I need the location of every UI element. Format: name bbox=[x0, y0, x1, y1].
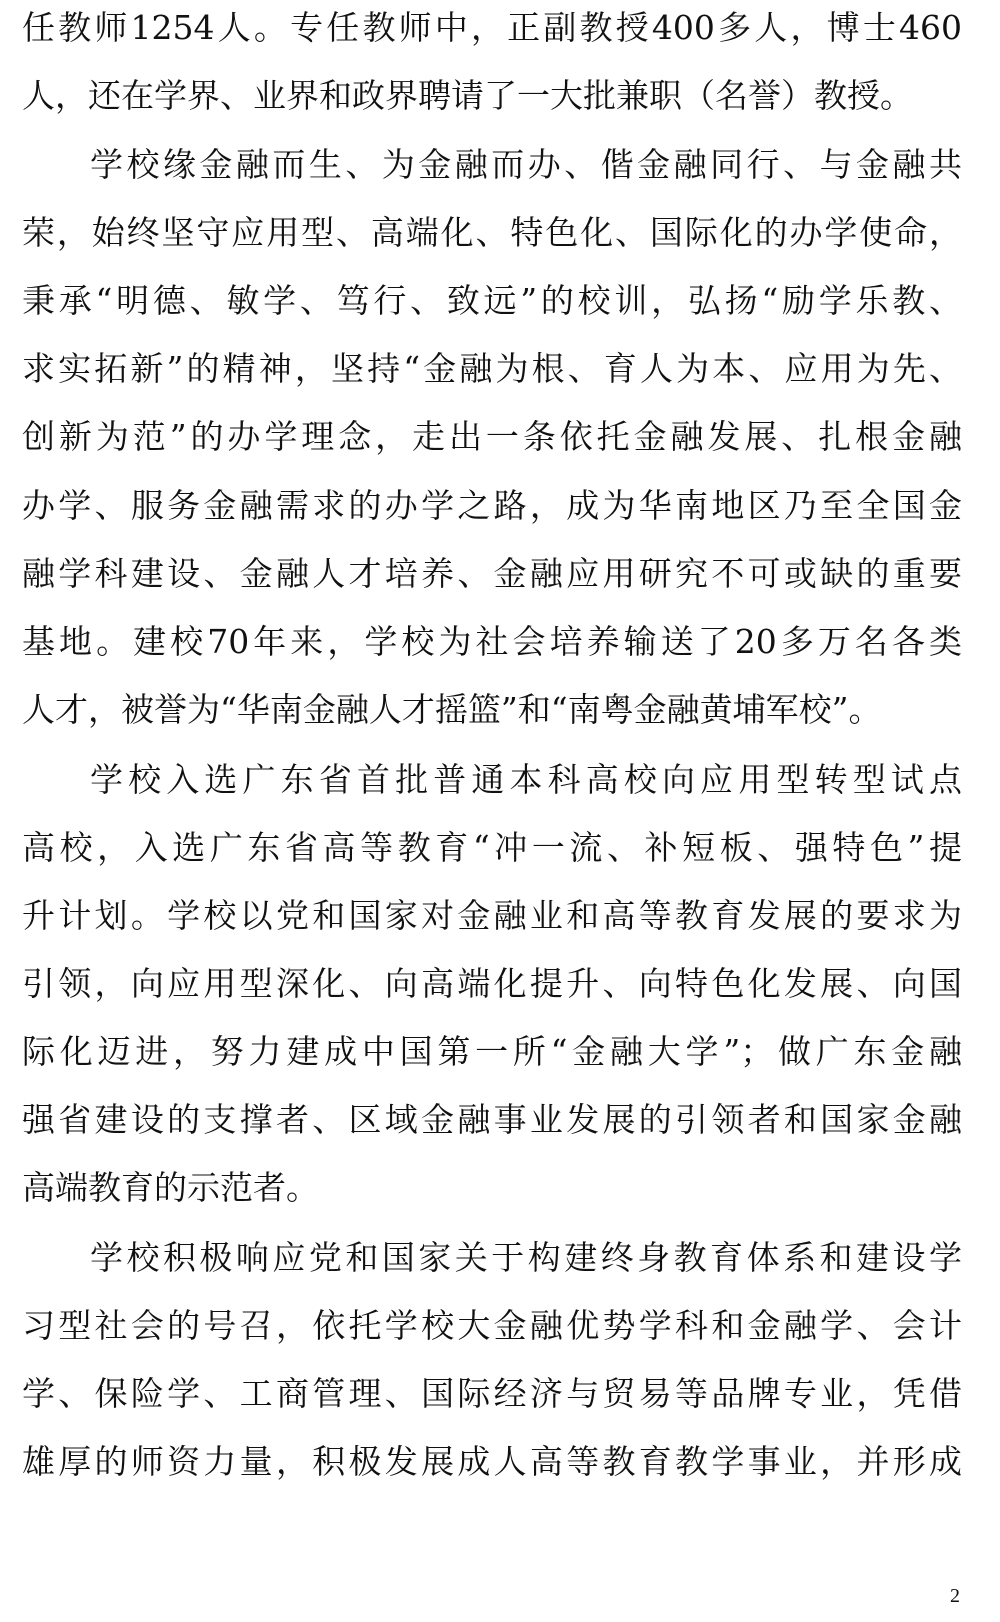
text-line: 强省建设的支撑者、区域金融事业发展的引领者和国家金融 bbox=[22, 1100, 962, 1139]
text-line: 高校，入选广东省高等教育“冲一流、补短板、强特色”提 bbox=[22, 828, 962, 867]
text-line: 人才，被誉为“华南金融人才摇篮”和“南粤金融黄埔军校”。 bbox=[22, 690, 882, 729]
text-line: 习型社会的号召，依托学校大金融优势学科和金融学、会计 bbox=[22, 1306, 962, 1345]
text-line: 人，还在学界、业界和政界聘请了一大批兼职（名誉）教授。 bbox=[22, 76, 913, 115]
text-line: 基地。建校70年来，学校为社会培养输送了20多万名各类 bbox=[22, 622, 962, 661]
text-line: 办学、服务金融需求的办学之路，成为华南地区乃至全国金 bbox=[22, 486, 962, 525]
text-line: 高端教育的示范者。 bbox=[22, 1168, 319, 1207]
text-line: 融学科建设、金融人才培养、金融应用研究不可或缺的重要 bbox=[22, 554, 962, 593]
text-line: 学、保险学、工商管理、国际经济与贸易等品牌专业，凭借 bbox=[22, 1374, 962, 1413]
text-line: 创新为范”的办学理念，走出一条依托金融发展、扎根金融 bbox=[22, 417, 962, 456]
page-number: 2 bbox=[950, 1585, 960, 1607]
text-line: 秉承“明德、敏学、笃行、致远”的校训，弘扬“励学乐教、 bbox=[22, 281, 962, 320]
text-line: 学校入选广东省首批普通本科高校向应用型转型试点 bbox=[90, 760, 962, 799]
text-line: 雄厚的师资力量，积极发展成人高等教育教学事业，并形成 bbox=[22, 1442, 962, 1481]
text-line: 升计划。学校以党和国家对金融业和高等教育发展的要求为 bbox=[22, 896, 962, 935]
text-line: 引领，向应用型深化、向高端化提升、向特色化发展、向国 bbox=[22, 964, 962, 1003]
text-line: 学校缘金融而生、为金融而办、偕金融同行、与金融共 bbox=[90, 145, 962, 184]
text-line: 际化迈进，努力建成中国第一所“金融大学”；做广东金融 bbox=[22, 1032, 962, 1071]
text-line: 求实拓新”的精神，坚持“金融为根、育人为本、应用为先、 bbox=[22, 349, 962, 388]
text-line: 荣，始终坚守应用型、高端化、特色化、国际化的办学使命， bbox=[22, 213, 962, 252]
text-line: 任教师1254人。专任教师中，正副教授400多人，博士460 bbox=[22, 8, 962, 47]
text-line: 学校积极响应党和国家关于构建终身教育体系和建设学 bbox=[90, 1238, 962, 1277]
